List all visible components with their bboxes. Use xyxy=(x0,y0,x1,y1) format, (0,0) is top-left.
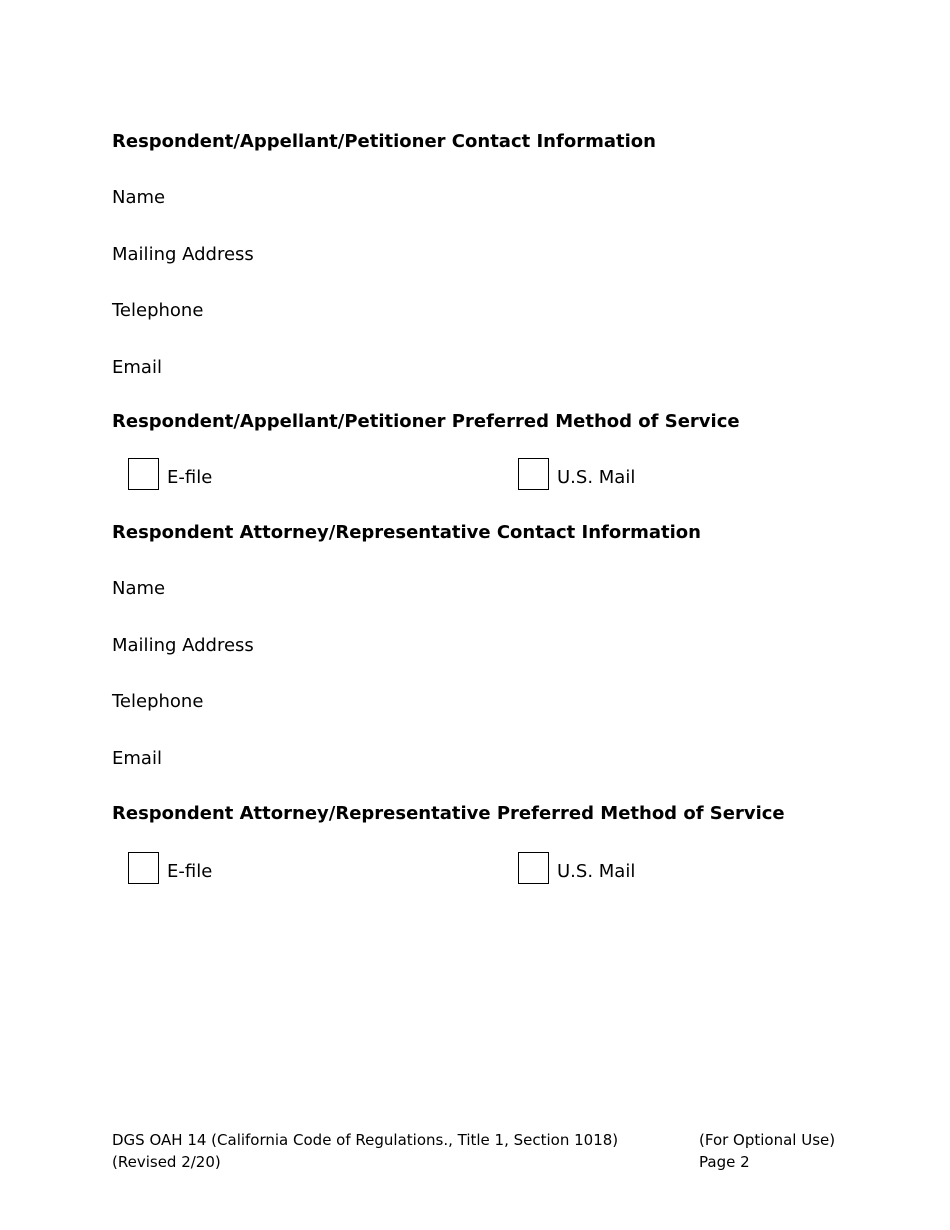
footer-usage-note: (For Optional Use) xyxy=(699,1131,836,1149)
attorney-usmail-label: U.S. Mail xyxy=(557,861,636,882)
petitioner-usmail-option[interactable] xyxy=(518,457,635,491)
petitioner-efile-label: E-file xyxy=(167,467,213,488)
attorney-email-label: Email xyxy=(112,748,162,769)
attorney-efile-option[interactable] xyxy=(128,851,212,885)
petitioner-efile-option[interactable] xyxy=(128,457,212,491)
footer-revision: (Revised 2/20) xyxy=(112,1153,221,1171)
petitioner-name-label: Name xyxy=(112,187,166,208)
footer-form-id: DGS OAH 14 (California Code of Regulations., Title 1, Section 1018) xyxy=(112,1131,619,1149)
section-heading-petitioner-service: Respondent/Appellant/Petitioner Preferred Method of Service xyxy=(112,411,740,432)
petitioner-usmail-label: U.S. Mail xyxy=(557,467,636,488)
section-heading-attorney-service: Respondent Attorney/Representative Preferred Method of Service xyxy=(112,803,785,824)
attorney-efile-label: E-file xyxy=(167,861,213,882)
petitioner-email-label: Email xyxy=(112,357,162,378)
petitioner-usmail-checkbox[interactable] xyxy=(518,458,549,490)
attorney-name-label: Name xyxy=(112,578,166,599)
attorney-telephone-label: Telephone xyxy=(112,691,204,712)
section-heading-petitioner-contact: Respondent/Appellant/Petitioner Contact Information xyxy=(112,131,656,152)
attorney-usmail-checkbox[interactable] xyxy=(518,852,549,884)
petitioner-mailing-address-label: Mailing Address xyxy=(112,244,254,265)
attorney-usmail-option[interactable] xyxy=(518,851,635,885)
attorney-mailing-address-label: Mailing Address xyxy=(112,635,254,656)
petitioner-telephone-label: Telephone xyxy=(112,300,204,321)
section-heading-attorney-contact: Respondent Attorney/Representative Contact Information xyxy=(112,522,701,543)
petitioner-efile-checkbox[interactable] xyxy=(128,458,159,490)
footer-page-number: Page 2 xyxy=(699,1153,750,1171)
attorney-efile-checkbox[interactable] xyxy=(128,852,159,884)
